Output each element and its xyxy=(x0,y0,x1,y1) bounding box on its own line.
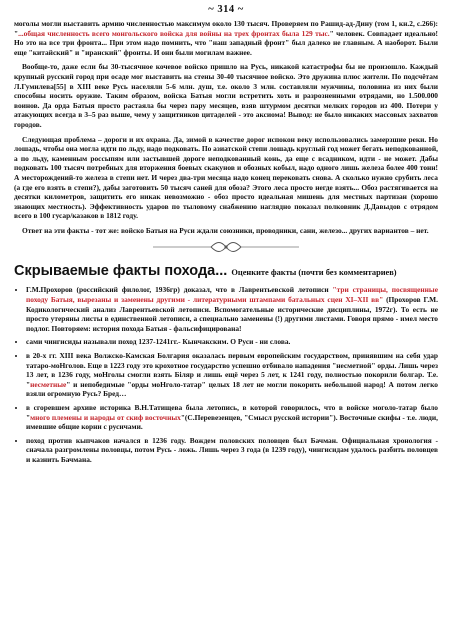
paragraph-armies-text-a: моголы могли выставить армию численностью максимум около 130 тысяч. Проверяем по Рашид-ад-Дину (том 1, кн.2, с.266): " xyxy=(14,19,438,38)
fact-text: "(С.Перевезенцев, "Смысл русской истории"). Восточные скифы - т.е. люди, имевшие общие корни с русичами. xyxy=(26,412,438,432)
fact-text: в сгоревшем архиве историка В.Н.Татищева была летопись, в которой говорилось, что в войске моголо-татар было " xyxy=(26,403,438,422)
paragraph-armies xyxy=(14,19,438,57)
fact-item-bulgaria xyxy=(26,351,438,399)
fact-item-kypchak xyxy=(26,337,438,347)
section-heading-sub: Оценките факты (почти без комментариев) xyxy=(231,268,397,278)
fact-text: сами чингисиды называли поход 1237-1241гг.- Кынчакским. О Руси - ни слова. xyxy=(26,337,291,347)
fact-text: " и непобедимые "орды моНголо-татар" целых 18 лет не могли покорить небольшой народ! А потом легко взяли огромную Русь? Бред… xyxy=(26,379,438,399)
facts-list xyxy=(14,285,438,464)
fact-highlight: несметные xyxy=(30,379,67,389)
paragraph-answer: Ответ на эти факты - тот же: войско Батыя на Руси ждали союзники, проводники, сани, железо... других вариантов – нет. xyxy=(22,225,429,235)
ornament-divider-icon xyxy=(151,241,301,253)
page-number: ~ 314 ~ xyxy=(208,4,244,15)
quote-highlight: ...общая численность всего монгольского войска для войны на трех фронтах была 129 тыс. xyxy=(18,28,330,38)
paragraph-population: Вообще-то, даже если бы 30-тысячное кочевое войско пришло на Русь, никакой катастрофы бы не произошло. Каждый крупный русский город при осаде мог выставить на стены 30-40 тысячное войско. Это дружина плюс жители. По подсчётам Л.Гумилева[55] в XIII веке Русь населяли 5-6 млн. душ, т.е. около 3 млн. составляли мужчины, половина из них были способны носить оружие. Таким образом, войска Батыя могли встретить хоть и разрозненными отрядами, но 1.500.000 воинов. Да орда Батыя просто растаяла бы через пару месяцев, взяв штурмом десятки мелких городов из 400. Потери у атакующих всегда в 3–5 раз выше, чему у защитников цитаделей - это аксиома! Вывод: не было никаких массовых захватов городов. xyxy=(14,62,438,129)
fact-text: (Прохоров Г.М. Кодикологический анализ Лаврентьевской летописи. Вспомогательные исторические дисциплины, 1972г). То есть не просто утеряны листы в единственной летописи, а специально заменены (!) другими листами. Говоря прямо - имел место подлог. Повторяем: история похода Батыя - фальсифицирована! xyxy=(26,295,438,333)
fact-highlight: "три страницы, посвященные походу Батыя, вырезаны и заменены другими - литературными штампами батальных сцен XI–XII вв" xyxy=(26,285,438,305)
section-heading-main: Скрываемые факты похода... xyxy=(14,263,232,280)
fact-item-prokhorov xyxy=(26,285,438,333)
paragraph-armies-text-b: " человек. Совпадает идеально! Но это на все три фронта... При этом надо помнить, что "наш западный фронт" был далеко не главным. А наоборот. Были еще "китайский" и "иранский" фронты. И они были могилам важнее. xyxy=(14,28,438,57)
section-heading xyxy=(14,260,438,281)
fact-item-bachman xyxy=(26,436,438,465)
paragraph-roads: Следующая проблема – дороги и их охрана. Да, зимой в качестве дорог испокон веку использовались замерзшие реки. Но лошадь, чтобы она могла идти по льду, надо подковать. По азиатской степи лошадь круглый год может бегать неподкованной, а по льду, каменным россыпям или застывшей дороге неподкованный конь, да еще с всадником, идти - не может. Дабы подковать 100 тысяч потребных для вторжения боевых скакунов и обозных кобыл, надо одного лишь железа более 400 тонн! А месторождений-то железа в степи нет. И через два-три месяца надо конец перековать снова. А сколько нужно срубить леса (а где его взять в степи?), дабы заготовить 50 тысяч саней для обоза? Этого леса просто негде взять... Обоз растягивается на десятки километров, защитить его никак невозможно - обоз просто идеальная мишень для местных партизан (хорошо знающих местность). Эффективность ударов по тыловому снабжению наглядно показал полковник Д.Давыдов с отрядом всего в 100 гусар/казаков в 1812 году. xyxy=(14,134,438,221)
fact-highlight: много племены и народы от скиф восточных xyxy=(30,412,181,422)
fact-item-tatishchev xyxy=(26,403,438,432)
fact-text: поход против кыпчаков начался в 1236 году. Вождем половских половцев был Бачман. Официальная хронология - сначала разгромлены половцы, потом Русь - ложь. Лишь через 3 года (в 1239 году), чингисидам удалось разбить половцев и казнить Бачмана. xyxy=(26,435,438,464)
fact-text: в 20-х гг. XIII века Волжско-Камская Болгария оказалась первым европейским государством, принявшим на себя удар татаро-моНголов. Еще в 1223 году это крохотное государство успешно отбивало нападения "несметной" орды. Лишь через 13 лет, в 1236 году, моНголы смогли взять Біляр и лишь ещё через 5 лет, к 1241 году, полностью покорили болгар. Т.е. " xyxy=(26,351,438,389)
fact-text: Г.М.Прохоров (российский филолог, 1936гр) доказал, что в Лаврентьевской летописи xyxy=(26,285,333,295)
